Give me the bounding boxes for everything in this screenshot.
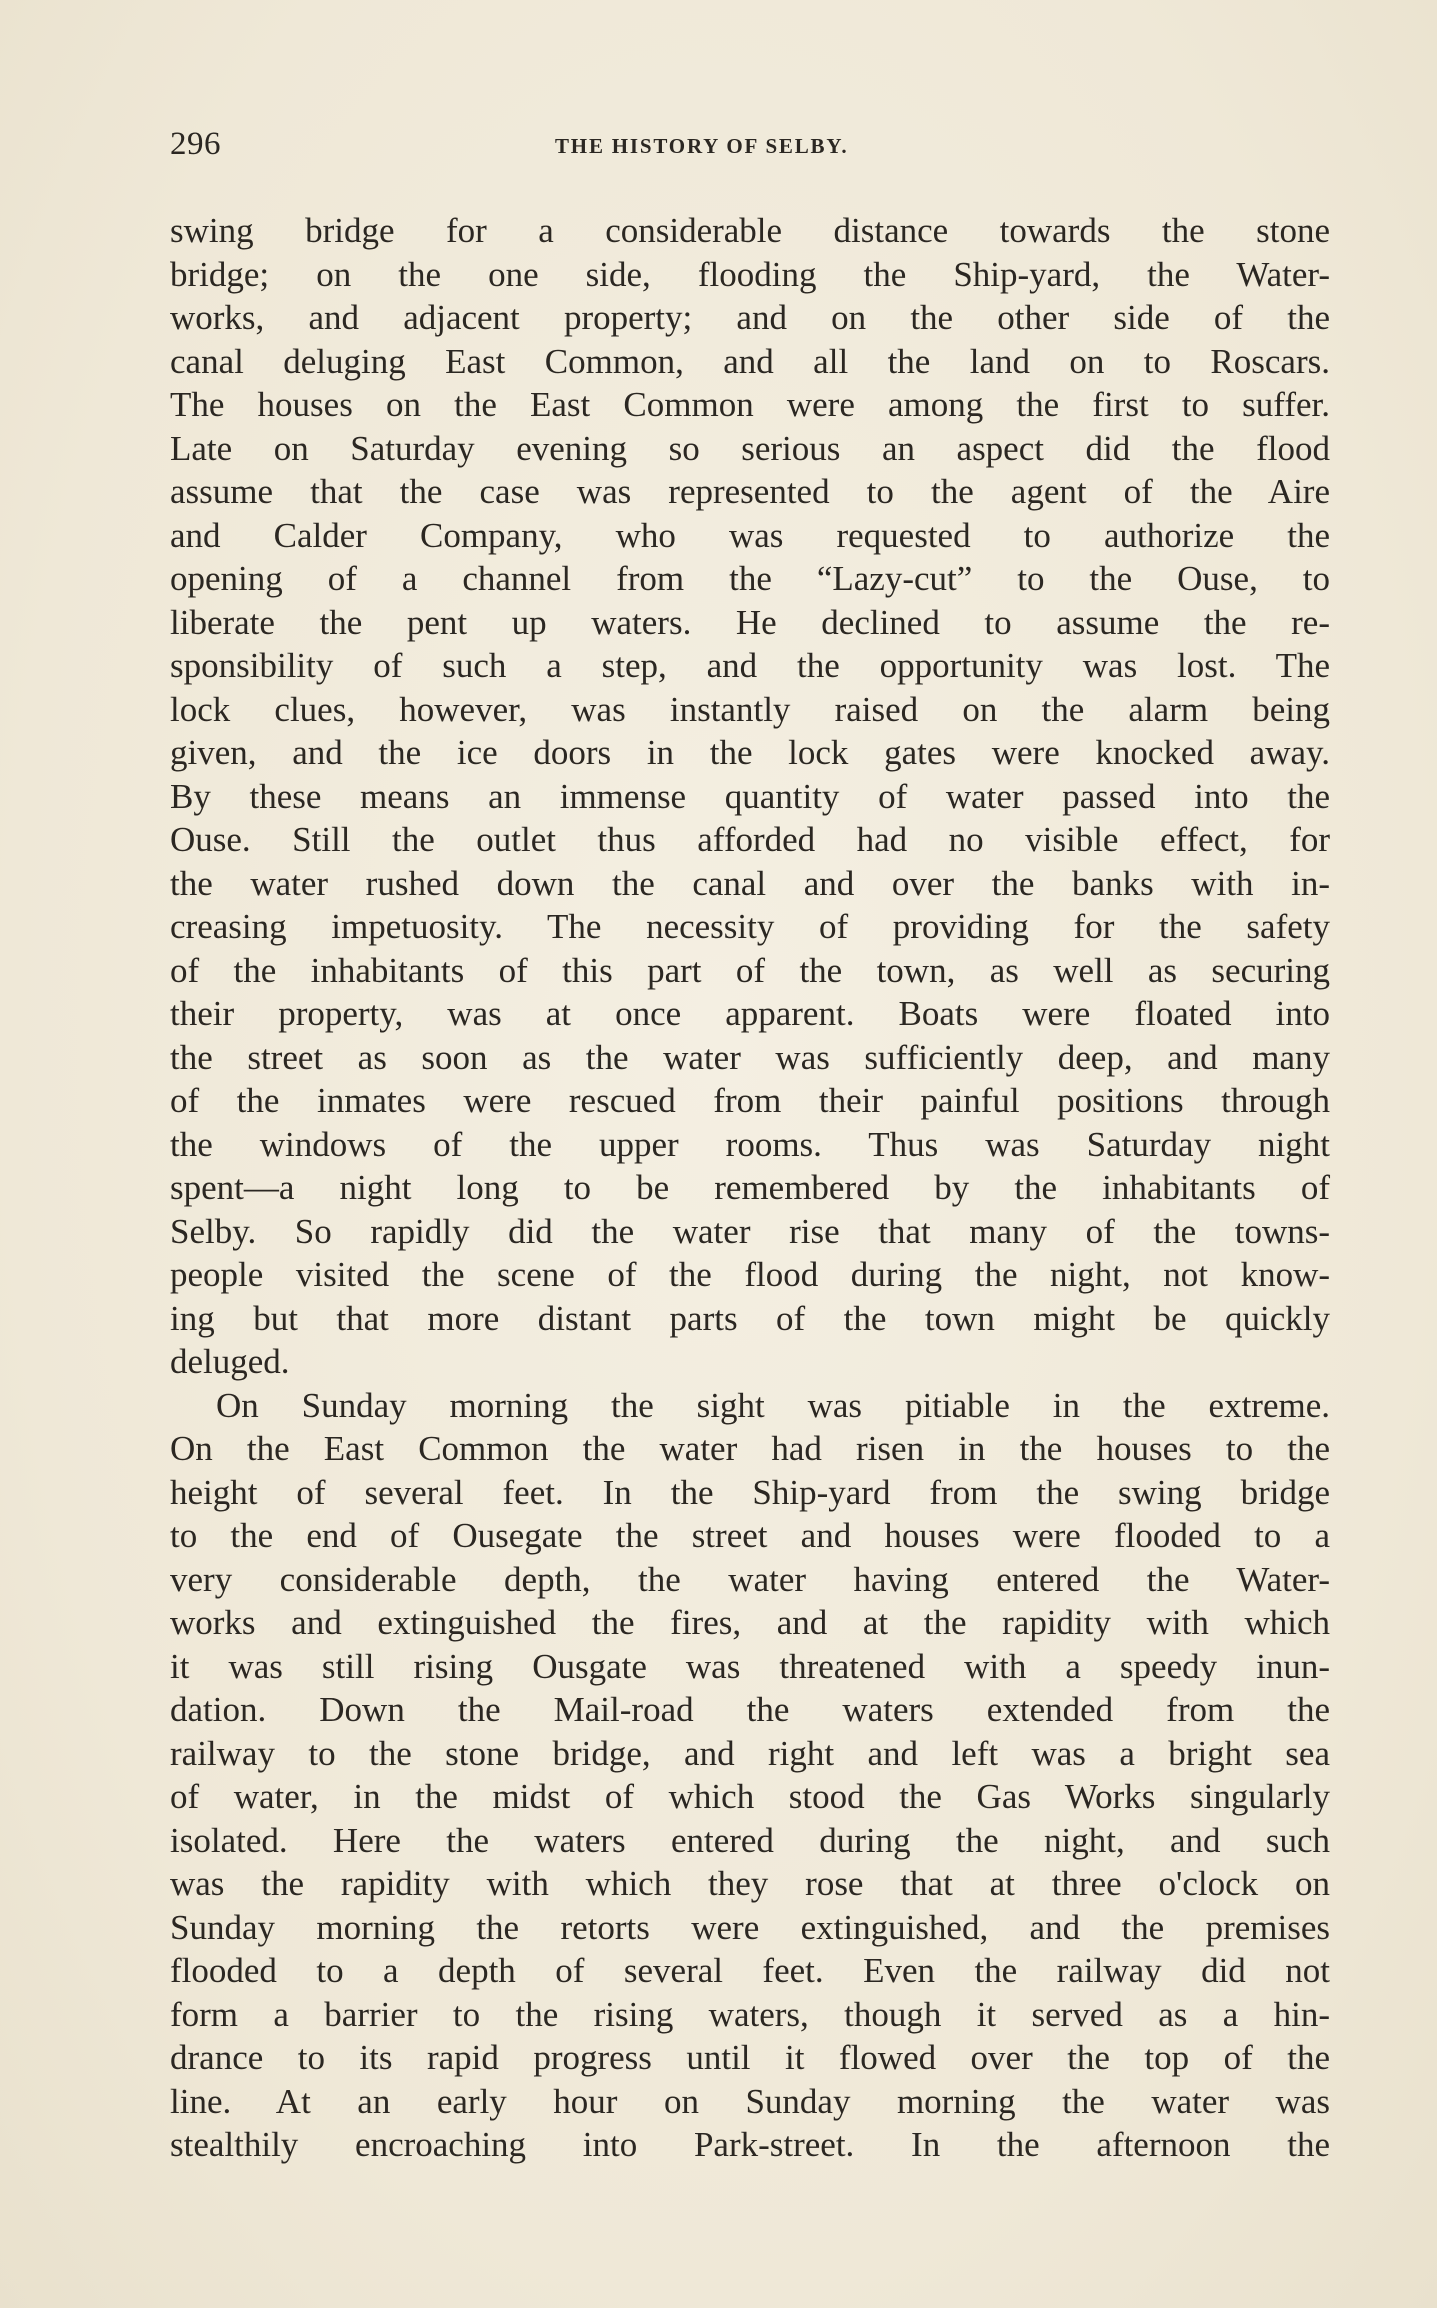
text-line: Sunday morning the retorts were extinguished, and the premises	[170, 1907, 1330, 1947]
text-line: The houses on the East Common were among the first to suffer.	[170, 385, 1330, 424]
text-line: railway to the stone bridge, and right and left was a bright sea	[170, 1733, 1330, 1773]
paragraph-end-line: deluged.	[170, 1342, 290, 1381]
page-number: 296	[170, 126, 221, 162]
running-title: THE HISTORY OF SELBY.	[555, 134, 849, 158]
text-line: very considerable depth, the water having entered the Water-	[170, 1559, 1330, 1599]
text-line: it was still rising Ousgate was threatened with a speedy inun-	[170, 1646, 1330, 1686]
text-line: works and extinguished the fires, and at the rapidity with which	[170, 1603, 1330, 1642]
text-line: assume that the case was represented to the agent of the Aire	[170, 472, 1330, 511]
text-line: form a barrier to the rising waters, though it served as a hin-	[170, 1994, 1330, 2034]
body-text	[170, 209, 1330, 2167]
text-line: dation. Down the Mail-road the waters extended from the	[170, 1690, 1330, 1729]
text-line: was the rapidity with which they rose that at three o'clock on	[170, 1864, 1330, 1903]
text-line: of water, in the midst of which stood the Gas Works singularly	[170, 1777, 1330, 1816]
text-line: creasing impetuosity. The necessity of providing for the safety	[170, 907, 1330, 946]
text-line: isolated. Here the waters entered during the night, and such	[170, 1820, 1330, 1860]
text-line: to the end of Ousegate the street and houses were flooded to a	[170, 1516, 1330, 1555]
text-line: sponsibility of such a step, and the opportunity was lost. The	[170, 646, 1330, 685]
text-line: line. At an early hour on Sunday morning the water was	[170, 2081, 1330, 2121]
text-line: Selby. So rapidly did the water rise that many of the towns-	[170, 1211, 1330, 1251]
text-line: given, and the ice doors in the lock gates were knocked away.	[170, 733, 1330, 772]
text-line: works, and adjacent property; and on the other side of the	[170, 298, 1330, 337]
text-line: of the inhabitants of this part of the town, as well as securing	[170, 950, 1330, 990]
page-header	[170, 126, 1320, 170]
text-line: ing but that more distant parts of the town might be quickly	[170, 1298, 1330, 1338]
text-line: swing bridge for a considerable distance towards the stone	[170, 211, 1330, 250]
text-line: liberate the pent up waters. He declined to assume the re-	[170, 602, 1330, 642]
text-line: On the East Common the water had risen in the houses to the	[170, 1429, 1330, 1468]
text-line: the windows of the upper rooms. Thus was Saturday night	[170, 1124, 1330, 1164]
text-line: flooded to a depth of several feet. Even the railway did not	[170, 1951, 1330, 1990]
text-line: By these means an immense quantity of water passed into the	[170, 776, 1330, 816]
paragraph-start-line: On Sunday morning the sight was pitiable in the extreme.	[216, 1385, 1330, 1425]
text-line: and Calder Company, who was requested to authorize the	[170, 515, 1330, 555]
text-line: of the inmates were rescued from their painful positions through	[170, 1081, 1330, 1120]
text-line: spent—a night long to be remembered by the inhabitants of	[170, 1168, 1330, 1207]
text-line: lock clues, however, was instantly raised on the alarm being	[170, 689, 1330, 729]
text-line: people visited the scene of the flood during the night, not know-	[170, 1255, 1330, 1294]
text-line: Ouse. Still the outlet thus afforded had no visible effect, for	[170, 820, 1330, 859]
text-line: the street as soon as the water was sufficiently deep, and many	[170, 1037, 1330, 1077]
text-line: drance to its rapid progress until it flowed over the top of the	[170, 2038, 1330, 2077]
text-line: their property, was at once apparent. Boats were floated into	[170, 994, 1330, 1033]
text-line: Late on Saturday evening so serious an aspect did the flood	[170, 428, 1330, 468]
text-line: stealthily encroaching into Park-street. In the afternoon the	[170, 2125, 1330, 2164]
text-line: canal deluging East Common, and all the land on to Roscars.	[170, 341, 1330, 381]
text-line: height of several feet. In the Ship-yard from the swing bridge	[170, 1472, 1330, 1512]
text-line: opening of a channel from the “Lazy-cut” to the Ouse, to	[170, 559, 1330, 598]
text-line: bridge; on the one side, flooding the Ship-yard, the Water-	[170, 254, 1330, 294]
text-line: the water rushed down the canal and over the banks with in-	[170, 863, 1330, 903]
